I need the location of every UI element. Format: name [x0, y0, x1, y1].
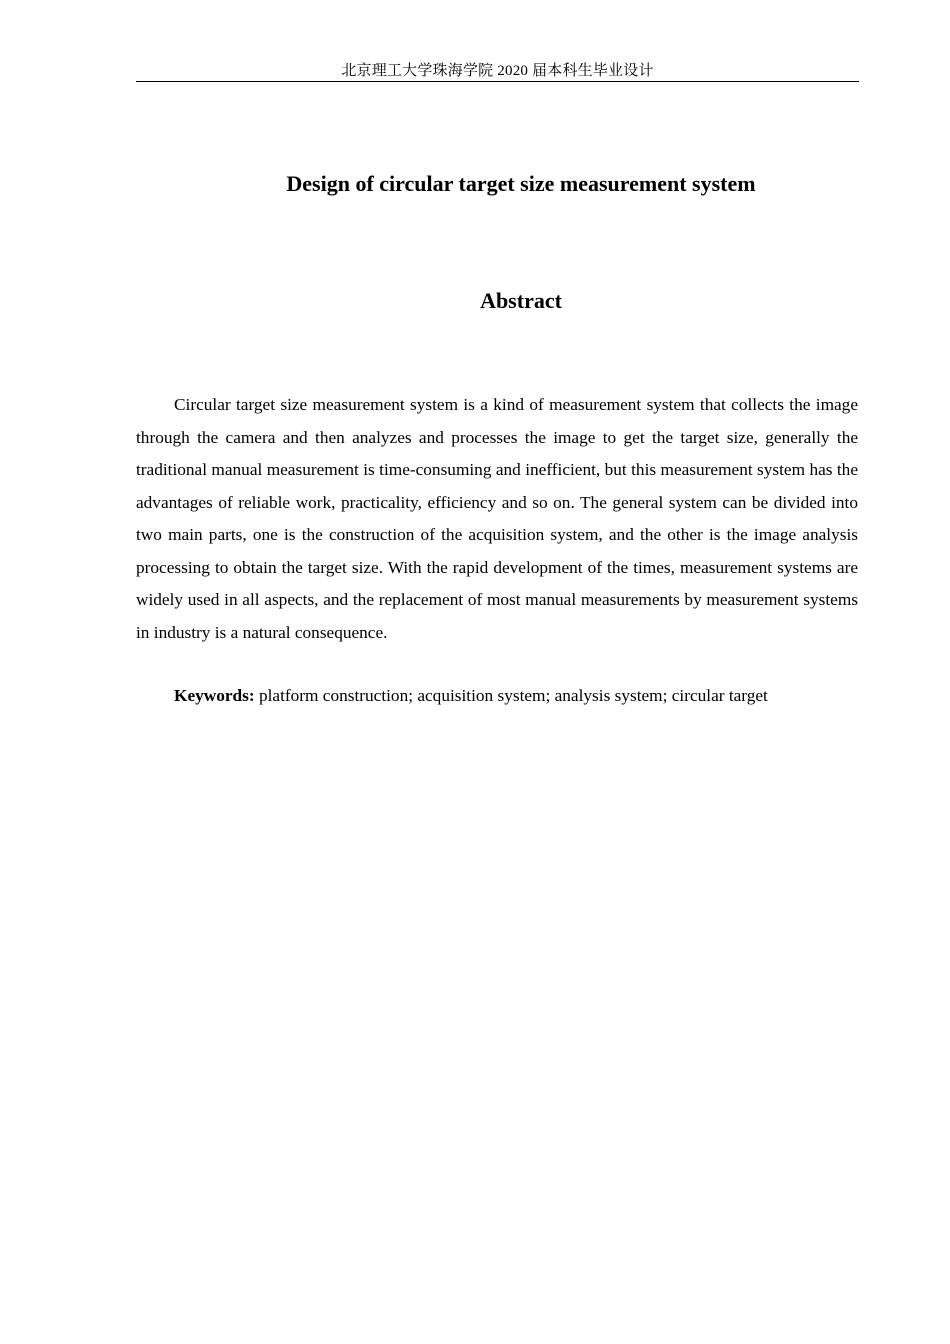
running-header: 北京理工大学珠海学院 2020 届本科生毕业设计	[341, 63, 654, 79]
header-divider	[136, 81, 859, 82]
keywords-line	[136, 681, 858, 711]
keywords-text: platform construction; acquisition system; analysis system; circular target	[254, 686, 768, 705]
abstract-paragraph: Circular target size measurement system is a kind of measurement system that collects the image through the camera and then analyzes and processes the image to get the target size, generally the traditional manual measurement is time-consuming and inefficient, but this measurement system has the advantages of reliable work, practicality, efficiency and so on. The general system can be divided into two main parts, one is the construction of the acquisition system, and the other is the image analysis processing to obtain the target size. With the rapid development of the times, measurement systems are widely used in all aspects, and the replacement of most manual measurements by measurement systems in industry is a natural consequence.	[136, 395, 858, 642]
document-title: Design of circular target size measurement system	[286, 171, 756, 196]
keywords-label: Keywords:	[174, 686, 255, 705]
abstract-heading: Abstract	[480, 288, 562, 313]
